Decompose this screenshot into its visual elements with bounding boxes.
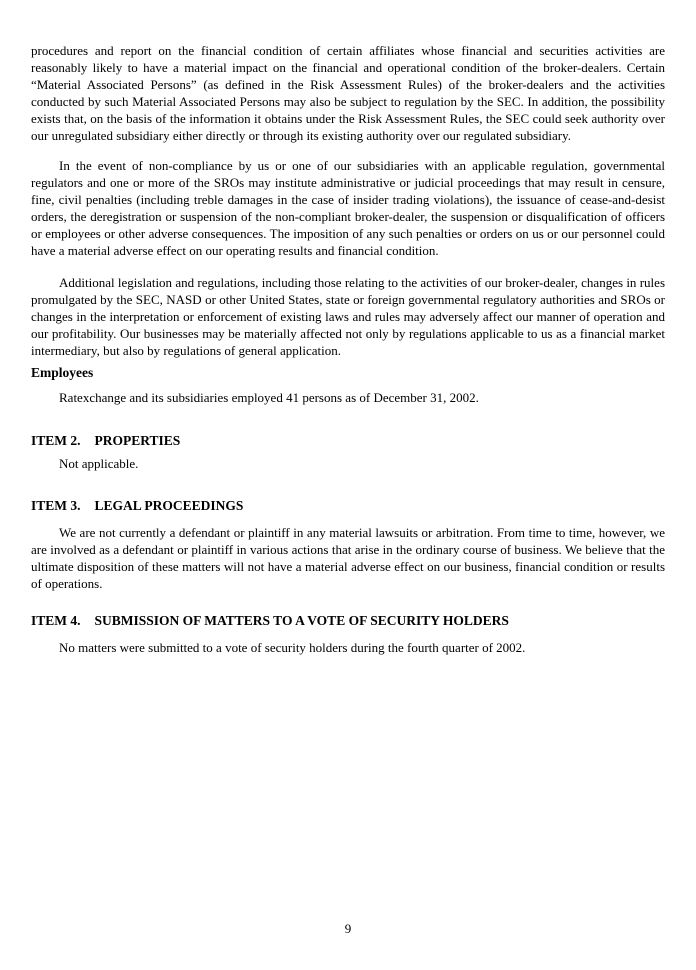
employees-paragraph: Ratexchange and its subsidiaries employed 41 persons as of December 31, 2002.	[59, 390, 479, 405]
item3-paragraph: We are not currently a defendant or plaintiff in any material lawsuits or arbitration. From time to time, however, we are involved as a defendant or plaintiff in various actions that arise in the ordinary course of business. We believe that the ultimate disposition of these matters will not have a material adverse effect on our business, financial condition or results of operations.	[31, 525, 665, 591]
item2-heading	[31, 432, 665, 449]
page-number: 9	[344, 921, 352, 936]
employees-heading: Employees	[31, 365, 94, 380]
item4-heading	[31, 612, 665, 629]
item4-label: ITEM 4.	[31, 613, 81, 628]
paragraph-additional-legislation: Additional legislation and regulations, including those relating to the activities of our broker-dealer, changes in rules promulgated by the SEC, NASD or other United States, state or foreign governmental regulatory authorities and SROs or changes in the interpretation or enforcement of existing laws and rules may adversely affect our manner of operation and our profitability. Our businesses may be materially affected not only by regulations applicable to us as a financial market intermediary, but also by regulations of general application.	[31, 275, 665, 358]
item2-paragraph: Not applicable.	[59, 456, 139, 471]
item4-paragraph: No matters were submitted to a vote of security holders during the fourth quarter of 2002.	[59, 640, 526, 655]
paragraph-non-compliance: In the event of non-compliance by us or one of our subsidiaries with an applicable regulation, governmental regulators and one or more of the SROs may institute administrative or judicial proceedings that may result in censure, fine, civil penalties (including treble damages in the case of insider trading violations), the issuance of cease-and-desist orders, the deregistration or suspension of the non-compliant broker-dealer, the suspension or disqualification of officers or employees or other adverse consequences. The imposition of any such penalties or orders on us or our personnel could have a material adverse effect on our operating results and financial condition.	[31, 158, 665, 258]
item2-label: ITEM 2.	[31, 433, 81, 448]
item2-title: PROPERTIES	[94, 433, 181, 448]
item3-title: LEGAL PROCEEDINGS	[94, 498, 244, 513]
item4-title: SUBMISSION OF MATTERS TO A VOTE OF SECURITY HOLDERS	[94, 613, 509, 628]
paragraph-regulation-continuation: procedures and report on the financial condition of certain affiliates whose financial and securities activities are reasonably likely to have a material impact on the financial and operational condition of the broker-dealers. Certain “Material Associated Persons” (as defined in the Risk Assessment Rules) of the broker-dealers and the activities conducted by such Material Associated Persons may also be subject to regulation by the SEC. In addition, the possibility exists that, on the basis of the information it obtains under the Risk Assessment Rules, the SEC could seek authority over our unregulated subsidiary either directly or through its existing authority over our regulated subsidiary.	[31, 43, 665, 143]
item3-heading	[31, 497, 665, 514]
item3-label: ITEM 3.	[31, 498, 81, 513]
